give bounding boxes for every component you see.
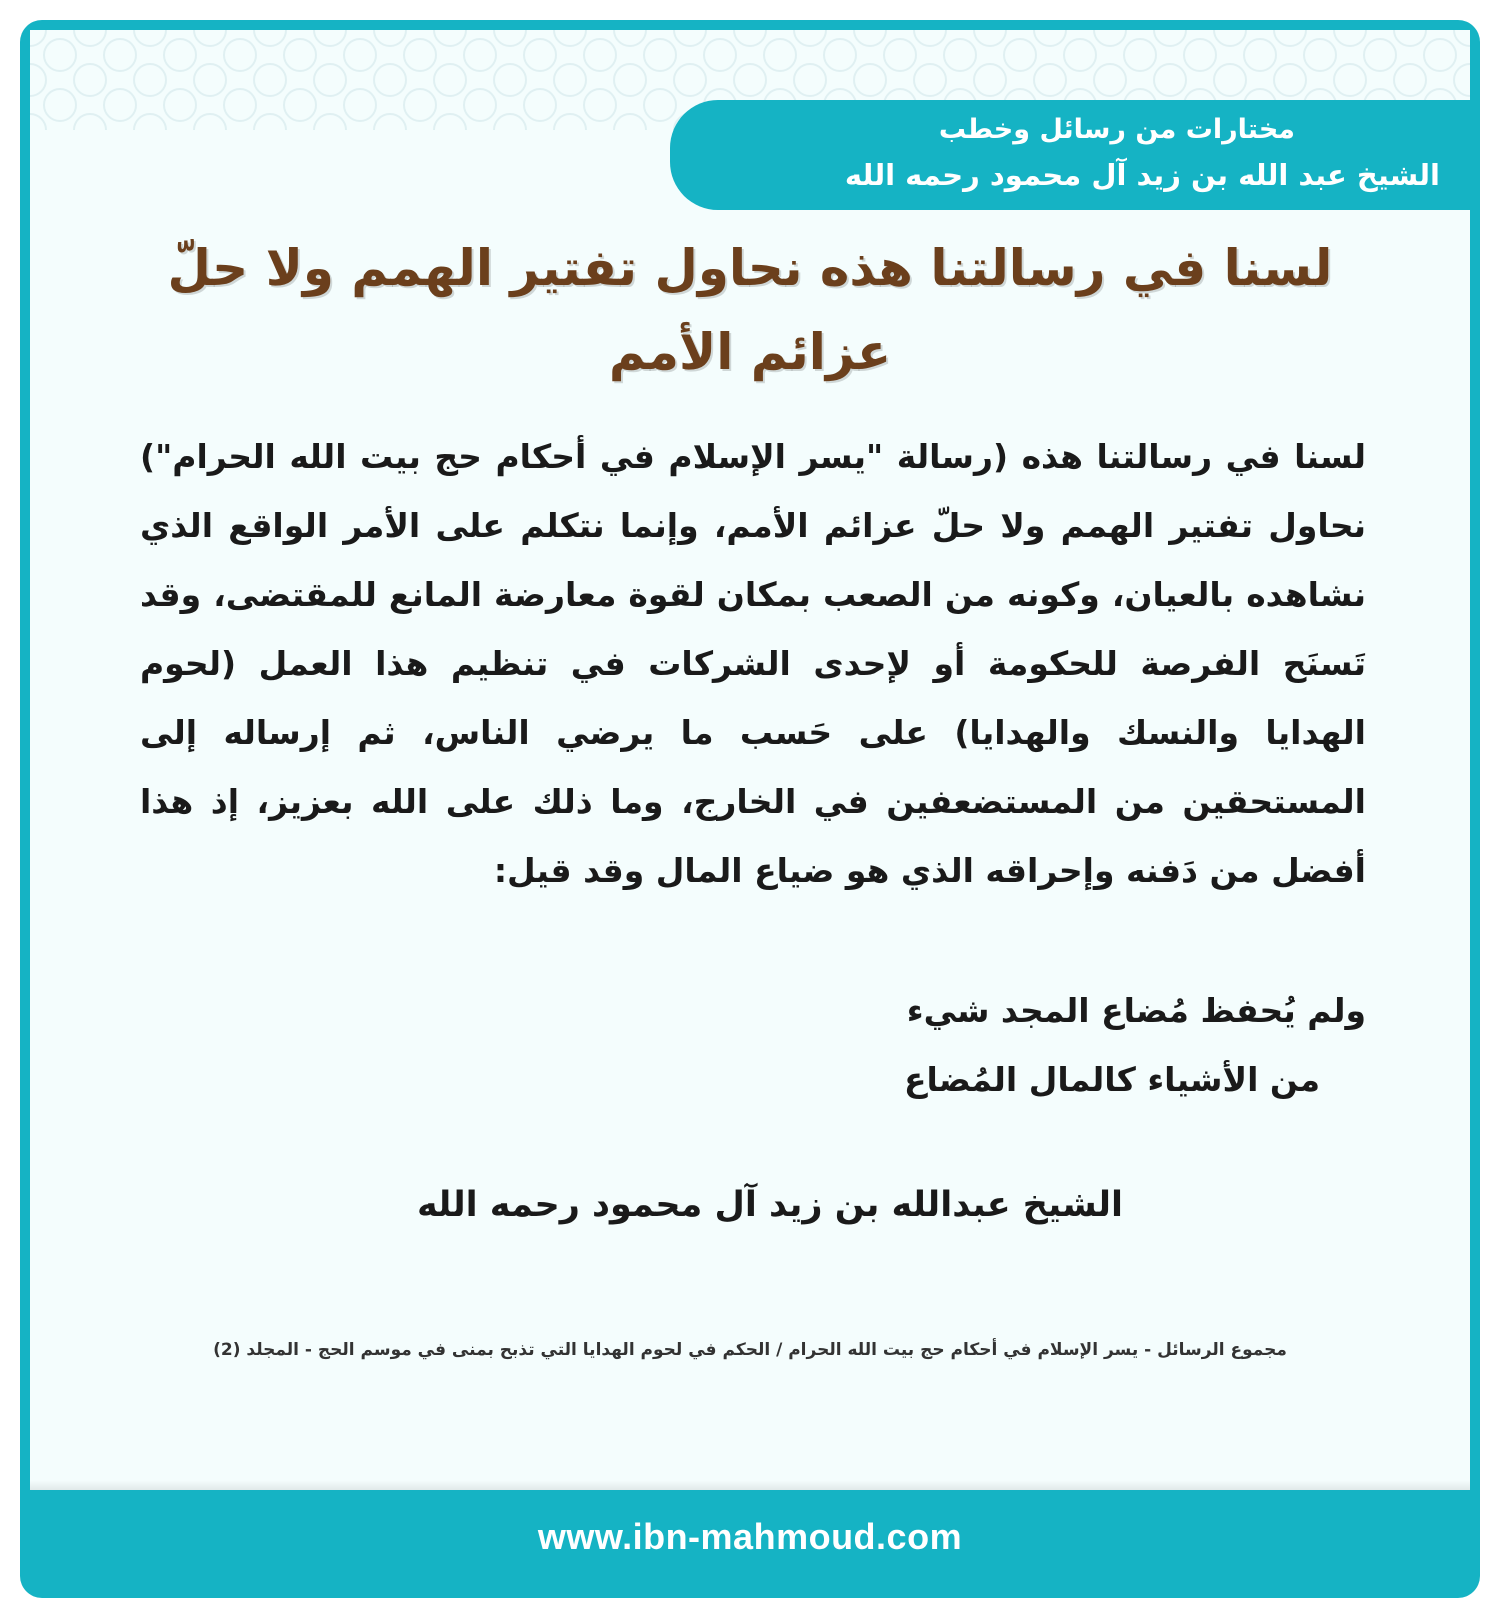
poem-line-1: ولم يُحفظ مُضاع المجد شيء [906, 991, 1366, 1030]
body-paragraph: لسنا في رسالتنا هذه (رسالة "يسر الإسلام في أحكام حج بيت الله الحرام") نحاول تفتير الهمم ولا حلّ عزائم الأمم، وإنما نتكلم على الأمر الواقع الذي نشاهده بالعيان، وكونه من الصعب بمكان لقوة معارضة المانع للمقتضى، وقد تَسنَح الفرصة للحكومة أو لإحدى الشركات في تنظيم هذا العمل (لحوم الهدايا والنسك والهدايا) على حَسب ما يرضي الناس، ثم إرساله إلى المستحقين من المستضعفين في الخارج، وما ذلك على الله بعزيز، إذ هذا أفضل من دَفنه وإحراقه الذي هو ضياع المال وقد قيل: [140, 437, 1366, 890]
website-link[interactable]: www.ibn-mahmoud.com [537, 1516, 963, 1557]
source-citation: مجموع الرسائل - يسر الإسلام في أحكام حج بيت الله الحرام / الحكم في لحوم الهدايا التي تذبح بمنى في موسم الحج - المجلد (2) [213, 1340, 1287, 1360]
author-signature: الشيخ عبدالله بن زيد آل محمود رحمه الله [416, 1185, 1124, 1225]
content-card [30, 30, 1470, 1490]
header-banner [670, 100, 1470, 210]
card-frame [20, 20, 1480, 1598]
page-title: لسنا في رسالتنا هذه نحاول تفتير الهمم ولا حلّ عزائم الأمم [167, 239, 1333, 381]
poem-verse [904, 976, 1366, 1114]
poem-line-2: من الأشياء كالمال المُضاع [903, 1060, 1320, 1099]
series-title: مختارات من رسائل وخطب [938, 114, 1295, 145]
card-bottom-shadow [30, 1480, 1470, 1490]
series-author: الشيخ عبد الله بن زيد آل محمود رحمه الله [844, 158, 1440, 192]
